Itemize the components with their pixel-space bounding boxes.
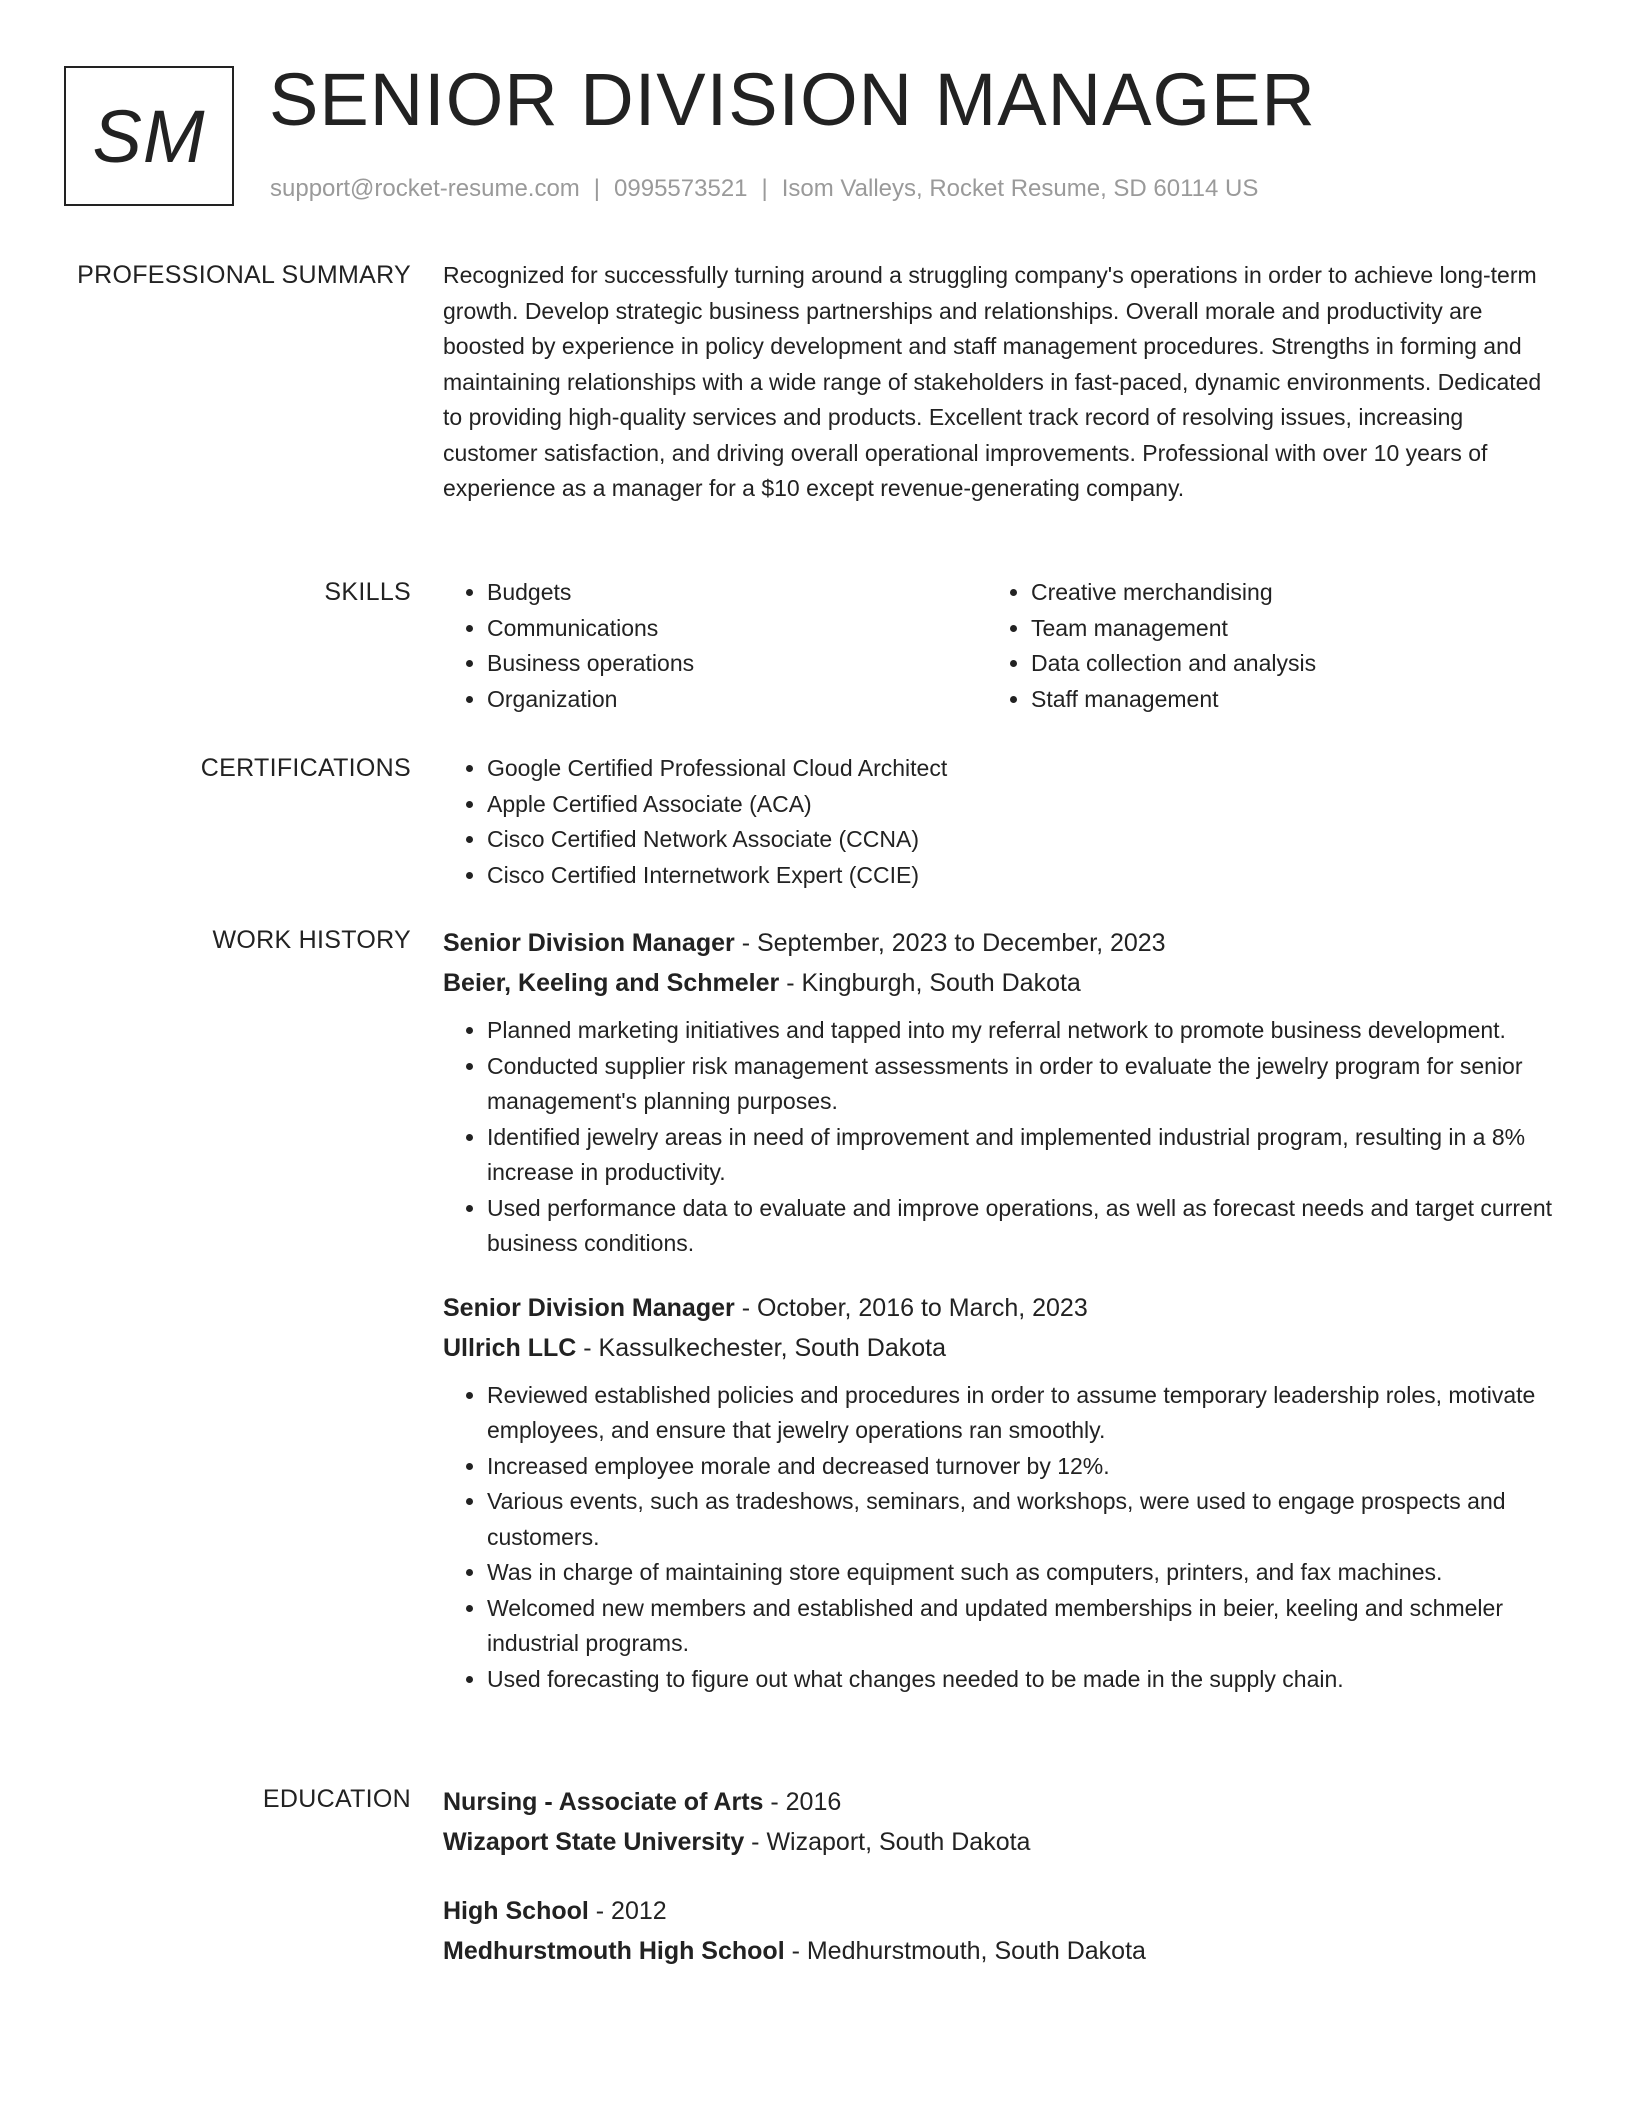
list-item: • Cisco Certified Internetwork Expert (CCIE)	[487, 858, 1558, 894]
job-bullet-list	[443, 1378, 1558, 1698]
job-company: Beier, Keeling and Schmeler	[443, 969, 780, 997]
contact-phone[interactable]: 0995573521	[614, 175, 748, 202]
summary-text: Recognized for successfully turning around a struggling company's operations in order to achieve long-term growth. Develop strategic business partnerships and relationships. Overall morale and productivity are boosted by experience in policy development and staff management procedures. Strengths in forming and maintaining relationships with a wide range of stakeholders in fast-paced, dynamic environments. Dedicated to providing high-quality services and products. Excellent track record of resolving issues, increasing customer satisfaction, and driving overall operational improvements. Professional with over 10 years of experience as a manager for a $10 except revenue-generating company.	[443, 262, 1542, 501]
contact-email[interactable]: support@rocket-resume.com	[270, 175, 580, 202]
monogram-initials: SM	[92, 94, 206, 178]
list-item: • Organization	[487, 682, 987, 718]
summary-body	[443, 258, 1558, 507]
list-item: • Used forecasting to figure out what changes needed to be made in the supply chain.	[487, 1662, 1558, 1698]
job-location: - Kingburgh, South Dakota	[779, 969, 1081, 997]
education-location: - Wizaport, South Dakota	[744, 1828, 1031, 1856]
education-year: - 2012	[588, 1897, 667, 1925]
job-entry	[443, 923, 1558, 1262]
list-item: • Communications	[487, 611, 987, 647]
section-heading-certifications: CERTIFICATIONS	[200, 754, 411, 782]
job-company-line	[443, 963, 1558, 1003]
education-school: Wizaport State University	[443, 1828, 745, 1856]
job-dates: - October, 2016 to March, 2023	[734, 1293, 1088, 1322]
list-item: • Conducted supplier risk management assessments in order to evaluate the jewelry program for senior management's planning purposes.	[487, 1049, 1558, 1120]
list-item: • Google Certified Professional Cloud Architect	[487, 751, 1558, 787]
section-heading-skills: SKILLS	[324, 578, 411, 606]
job-dates: - September, 2023 to December, 2023	[734, 929, 1166, 957]
contact-separator: |	[761, 175, 768, 202]
section-heading-work-history: WORK HISTORY	[212, 926, 411, 954]
list-item: • Staff management	[1031, 682, 1531, 718]
list-item: • Budgets	[487, 575, 987, 611]
job-title-line	[443, 1288, 1558, 1328]
job-title: Senior Division Manager	[443, 929, 735, 957]
list-item: • Reviewed established policies and procedures in order to assume temporary leadership roles, motivate employees, and ensure that jewelry operations ran smoothly.	[487, 1378, 1558, 1449]
list-item: • Increased employee morale and decreased turnover by 12%.	[487, 1449, 1558, 1485]
list-item: • Identified jewelry areas in need of improvement and implemented industrial program, resulting in a 8% increase in productivity.	[487, 1120, 1558, 1191]
job-bullet-list	[443, 1013, 1558, 1262]
list-item: • Cisco Certified Network Associate (CCNA)	[487, 822, 1558, 858]
list-item: • Was in charge of maintaining store equipment such as computers, printers, and fax machines.	[487, 1555, 1558, 1591]
list-item: • Used performance data to evaluate and improve operations, as well as forecast needs and target current business conditions.	[487, 1191, 1558, 1262]
certifications-body	[443, 751, 1558, 893]
list-item: • Welcomed new members and established and updated memberships in beier, keeling and schmeler industrial programs.	[487, 1591, 1558, 1662]
section-heading-education: EDUCATION	[262, 1785, 411, 1813]
list-item: • Business operations	[487, 646, 987, 682]
certifications-list	[443, 751, 1558, 893]
education-entry	[443, 1891, 1558, 1971]
education-degree: Nursing - Associate of Arts	[443, 1788, 764, 1816]
education-body	[443, 1782, 1558, 1971]
list-item: • Planned marketing initiatives and tapped into my referral network to promote business development.	[487, 1013, 1558, 1049]
education-school-line	[443, 1822, 1558, 1862]
skills-list-left	[443, 575, 987, 717]
education-degree-line	[443, 1782, 1558, 1822]
section-heading-summary: PROFESSIONAL SUMMARY	[77, 261, 411, 289]
education-school: Medhurstmouth High School	[443, 1937, 785, 1965]
list-item: • Various events, such as tradeshows, seminars, and workshops, were used to engage prospects and customers.	[487, 1484, 1558, 1555]
job-location: - Kassulkechester, South Dakota	[576, 1333, 946, 1362]
education-location: - Medhurstmouth, South Dakota	[784, 1937, 1146, 1965]
job-entry	[443, 1288, 1558, 1698]
job-title: Senior Division Manager	[443, 1293, 735, 1322]
education-entry	[443, 1782, 1558, 1862]
job-title-line	[443, 923, 1558, 963]
skills-grid	[443, 575, 1558, 717]
education-degree: High School	[443, 1897, 589, 1925]
education-school-line	[443, 1931, 1558, 1971]
job-company-line	[443, 1328, 1558, 1368]
education-degree-line	[443, 1891, 1558, 1931]
page-title: SENIOR DIVISION MANAGER	[269, 58, 1316, 141]
list-item: • Team management	[1031, 611, 1531, 647]
list-item: • Data collection and analysis	[1031, 646, 1531, 682]
job-company: Ullrich LLC	[443, 1333, 577, 1362]
work-history-body	[443, 923, 1558, 1697]
skills-list-right	[987, 575, 1531, 717]
list-item: • Creative merchandising	[1031, 575, 1531, 611]
education-year: - 2016	[763, 1788, 842, 1816]
contact-separator: |	[593, 175, 601, 202]
contact-address: Isom Valleys, Rocket Resume, SD 60114 US	[781, 175, 1259, 202]
contact-line	[270, 174, 1258, 204]
list-item: • Apple Certified Associate (ACA)	[487, 787, 1558, 823]
monogram-box	[64, 66, 234, 206]
